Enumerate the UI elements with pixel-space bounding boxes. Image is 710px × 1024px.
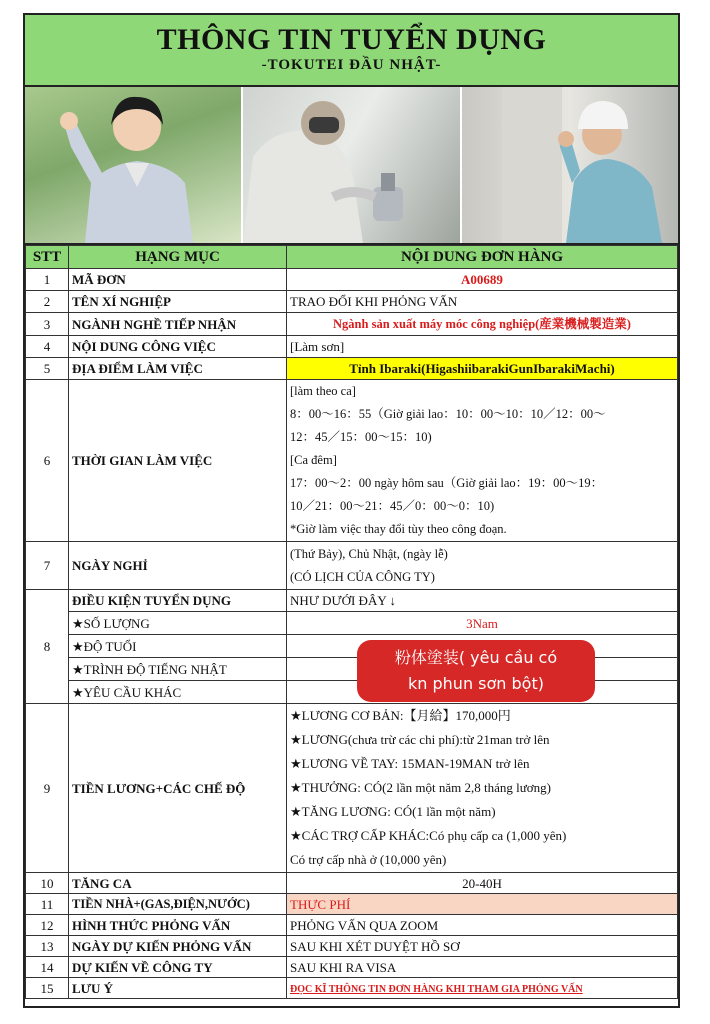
sticker-line: 粉体塗装( yêu cầu có xyxy=(394,648,558,667)
table-row xyxy=(26,704,678,873)
row-stt: 10 xyxy=(26,873,69,894)
table-row xyxy=(26,915,678,936)
row-item: TÊN XÍ NGHIỆP xyxy=(69,291,287,313)
row-subitem: ★SỐ LƯỢNG xyxy=(69,612,287,635)
row-item: ĐIỀU KIỆN TUYỂN DỤNG xyxy=(69,590,287,612)
housing-cost: THỰC PHÍ xyxy=(287,894,678,915)
hours-line: 12：45／15：00〜15：10) xyxy=(290,430,432,444)
table-row xyxy=(26,380,678,542)
salary-benefits xyxy=(287,704,678,873)
hours-line: 8：00〜16：55（Giờ giải lao：10：00〜10：10／12：00〜 xyxy=(290,407,606,421)
row-item: LƯU Ý xyxy=(69,978,287,999)
hours-line: *Giờ làm việc thay đổi tùy theo công đoạn. xyxy=(290,522,507,536)
salary-line: ★LƯƠNG VỀ TAY: 15MAN-19MAN trở lên xyxy=(290,756,530,771)
table-row xyxy=(26,291,678,313)
table-row xyxy=(26,936,678,957)
row-item: NGÀY NGHỈ xyxy=(69,542,287,590)
requirement-sticker xyxy=(357,640,595,702)
row-item: ĐỊA ĐIỂM LÀM VIỆC xyxy=(69,358,287,380)
interview-format: PHỎNG VẤN QUA ZOOM xyxy=(287,915,678,936)
hours-line: [Ca đêm] xyxy=(290,453,337,467)
hours-line: 17：00〜2：00 ngày hôm sau（Giờ giải lao：19：00〜19： xyxy=(290,476,604,490)
days-off-line: (Thứ Bảy), Chủ Nhật, (ngày lễ) xyxy=(290,546,448,561)
photo-strip xyxy=(25,87,678,245)
overtime: 20-40H xyxy=(287,873,678,894)
row-stt: 4 xyxy=(26,336,69,358)
row-item: NGÀNH NGHỀ TIẾP NHẬN xyxy=(69,313,287,336)
row-item: MÃ ĐƠN xyxy=(69,269,287,291)
table-row xyxy=(26,590,678,612)
salary-line: ★LƯƠNG(chưa trừ các chi phí):từ 21man trở lên xyxy=(290,732,550,747)
page-title: THÔNG TIN TUYỂN DỤNG xyxy=(156,23,547,56)
table-row xyxy=(26,612,678,635)
note-text: ĐỌC KĨ THÔNG TIN ĐƠN HÀNG KHI THAM GIA PHỎNG VẤN xyxy=(290,983,583,995)
row-item: THỜI GIAN LÀM VIỆC xyxy=(69,380,287,542)
row-stt: 5 xyxy=(26,358,69,380)
row-stt: 9 xyxy=(26,704,69,873)
hours-line: [làm theo ca] xyxy=(290,384,356,398)
conditions-value: NHƯ DƯỚI ĐÂY ↓ xyxy=(287,590,678,612)
table-row xyxy=(26,336,678,358)
row-stt: 2 xyxy=(26,291,69,313)
row-stt: 11 xyxy=(26,894,69,915)
row-subitem: ★YÊU CẦU KHÁC xyxy=(69,681,287,704)
headcount: 3Nam xyxy=(287,612,678,635)
row-item: TIỀN LƯƠNG+CÁC CHẾ ĐỘ xyxy=(69,704,287,873)
page-subtitle: -TOKUTEI ĐẦU NHẬT- xyxy=(261,57,442,73)
row-stt: 12 xyxy=(26,915,69,936)
row-stt: 14 xyxy=(26,957,69,978)
row-item: NỘI DUNG CÔNG VIỆC xyxy=(69,336,287,358)
row-item: DỰ KIẾN VỀ CÔNG TY xyxy=(69,957,287,978)
order-code: A00689 xyxy=(287,269,678,291)
row-subitem: ★ĐỘ TUỔI xyxy=(69,635,287,658)
salary-line: Có trợ cấp nhà ở (10,000 yên) xyxy=(290,852,447,867)
title-banner xyxy=(25,15,678,87)
table-row xyxy=(26,957,678,978)
working-hours xyxy=(287,380,678,542)
col-header-stt: STT xyxy=(26,246,69,269)
row-stt: 6 xyxy=(26,380,69,542)
row-item: NGÀY DỰ KIẾN PHỎNG VẤN xyxy=(69,936,287,957)
table-row xyxy=(26,313,678,336)
table-header-row xyxy=(26,246,678,269)
salary-line: ★CÁC TRỢ CẤP KHÁC:Có phụ cấp ca (1,000 yên) xyxy=(290,828,567,843)
interview-date: SAU KHI XÉT DUYỆT HỒ SƠ xyxy=(287,936,678,957)
job-details-table xyxy=(25,245,678,999)
row-subitem: ★TRÌNH ĐỘ TIẾNG NHẬT xyxy=(69,658,287,681)
row-stt: 8 xyxy=(26,590,69,704)
row-stt: 7 xyxy=(26,542,69,590)
row-stt: 3 xyxy=(26,313,69,336)
col-header-item: HẠNG MỤC xyxy=(69,246,287,269)
row-item: HÌNH THỨC PHỎNG VẤN xyxy=(69,915,287,936)
table-row xyxy=(26,542,678,590)
photo-worker-helmet xyxy=(460,87,678,243)
table-row xyxy=(26,358,678,380)
col-header-content: NỘI DUNG ĐƠN HÀNG xyxy=(287,246,678,269)
note xyxy=(287,978,678,999)
photo-worker-smiling xyxy=(25,87,241,243)
industry: Ngành sản xuất máy móc công nghiệp(産業機械製造業) xyxy=(287,313,678,336)
company-name: TRAO ĐỔI KHI PHỎNG VẤN xyxy=(287,291,678,313)
job-content: [Làm sơn] xyxy=(287,336,678,358)
row-item: TIỀN NHÀ+(GAS,ĐIỆN,NƯỚC) xyxy=(69,894,287,915)
table-row xyxy=(26,269,678,291)
row-item: TĂNG CA xyxy=(69,873,287,894)
row-stt: 15 xyxy=(26,978,69,999)
start-date: SAU KHI RA VISA xyxy=(287,957,678,978)
sticker-line: kn phun sơn bột) xyxy=(408,674,544,693)
salary-line: ★LƯƠNG CƠ BẢN:【月給】170,000円 xyxy=(290,708,511,723)
row-stt: 1 xyxy=(26,269,69,291)
job-sheet xyxy=(23,13,680,1008)
table-row xyxy=(26,894,678,915)
row-stt: 13 xyxy=(26,936,69,957)
days-off xyxy=(287,542,678,590)
salary-line: ★THƯỞNG: CÓ(2 lần một năm 2,8 tháng lương) xyxy=(290,780,551,795)
hours-line: 10／21：00〜21：45／0：00〜0：10) xyxy=(290,499,495,513)
salary-line: ★TĂNG LƯƠNG: CÓ(1 lần một năm) xyxy=(290,804,496,819)
table-row xyxy=(26,978,678,999)
table-row xyxy=(26,873,678,894)
photo-spray-painting xyxy=(241,87,459,243)
work-location: Tỉnh Ibaraki(HigashiibarakiGunIbarakiMachi) xyxy=(287,358,678,380)
days-off-line: (CÓ LỊCH CỦA CÔNG TY) xyxy=(290,569,435,584)
